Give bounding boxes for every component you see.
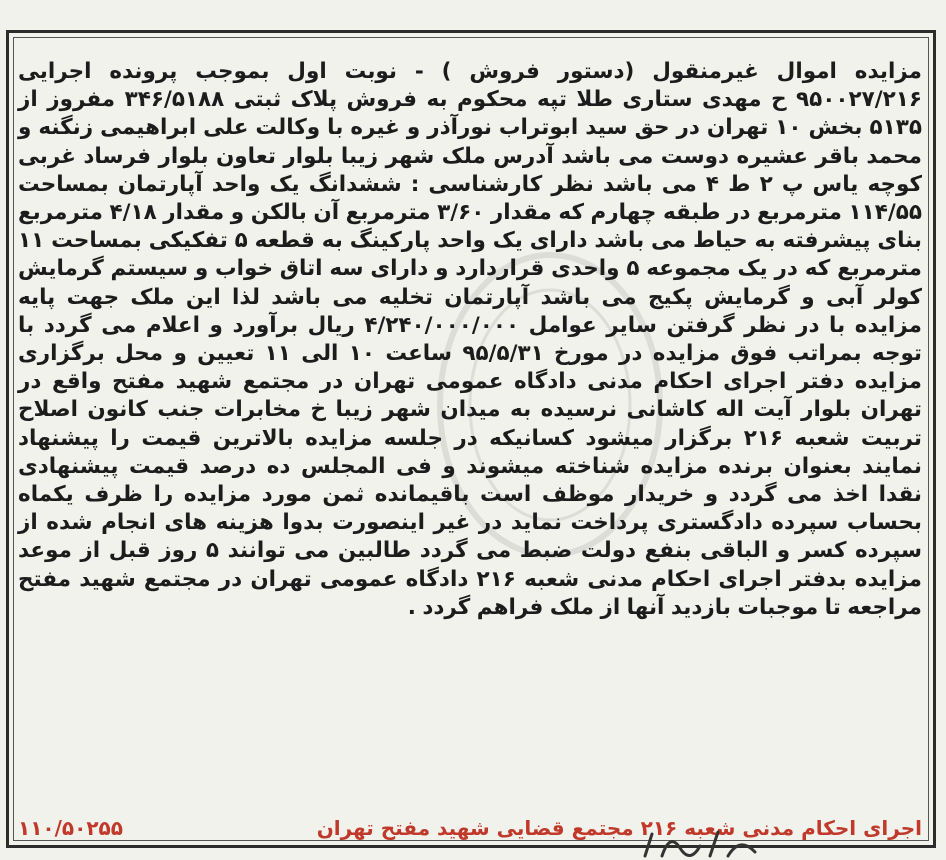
notice-footer <box>18 816 922 840</box>
handwritten-mark <box>640 826 760 860</box>
issuer-line: اجرای احکام مدنی شعبه ۲۱۶ مجتمع قضایی شهید مفتح تهران <box>316 816 922 840</box>
reference-number: ۱۱۰/۵۰۲۵۵ <box>18 816 123 840</box>
auction-notice-text: مزایده اموال غیرمنقول (دستور فروش ) - نوبت اول بموجب پرونده اجرایی ۹۵۰۰۲۷/۲۱۶ ح مهدی ستاری طلا تپه محکوم به فروش پلاک ثبتی ۳۴۶/۵۱۸۸ مفروز از ۵۱۳۵ بخش ۱۰ تهران در حق سید ابوتراب نورآذر و غیره با وکالت علی ابراهیمی زنگنه و محمد باقر عشیره دوست می باشد آدرس ملک شهر زیبا بلوار تعاون بلوار فرساد غربی کوچه یاس پ ۲ ط ۴ می باشد نظر کارشناسی : ششدانگ یک واحد آپارتمان بمساحت ۱۱۴/۵۵ مترمربع در طبقه چهارم که مقدار ۳/۶۰ مترمربع آن بالکن و مقدار ۴/۱۸ مترمربع بنای پیشرفته به حیاط می باشد دارای یک واحد پارکینگ به قطعه ۵ تفکیکی بمساحت ۱۱ مترمربع که در یک مجموعه ۵ واحدی قراردارد و دارای سه اتاق خواب و سیستم گرمایش کولر آبی و گرمایش پکیج می باشد آپارتمان تخلیه می باشد لذا این ملک جهت پایه مزایده با در نظر گرفتن سایر عوامل ۴/۲۴۰/۰۰۰/۰۰۰ ریال برآورد و اعلام می گردد با توجه بمراتب فوق مزایده در مورخ ۹۵/۵/۳۱ ساعت ۱۰ الی ۱۱ تعیین و محل برگزاری مزایده دفتر اجرای احکام مدنی دادگاه عمومی تهران در مجتمع شهید مفتح واقع در تهران بلوار آیت اله کاشانی نرسیده به میدان شهر زیبا خ مخابرات جنب کانون اصلاح تربیت شعبه ۲۱۶ برگزار میشود کسانیکه در جلسه مزایده بالاترین قیمت را پیشنهاد نمایند بعنوان برنده مزایده شناخته میشوند و فی المجلس ده درصد قیمت پیشنهادی نقدا اخذ می گردد و خریدار موظف است باقیمانده ثمن مورد مزایده را ظرف یکماه بحساب سپرده دادگستری پرداخت نماید در غیر اینصورت بدوا هزینه های انجام شده از سپرده کسر و الباقی بنفع دولت ضبط می گردد طالبین می توانند ۵ روز قبل از موعد مزایده بدفتر اجرای احکام مدنی شعبه ۲۱۶ دادگاه عمومی تهران در مجتمع شهید مفتح مراجعه تا موجبات بازدید آنها از ملک فراهم گردد . <box>18 59 923 620</box>
